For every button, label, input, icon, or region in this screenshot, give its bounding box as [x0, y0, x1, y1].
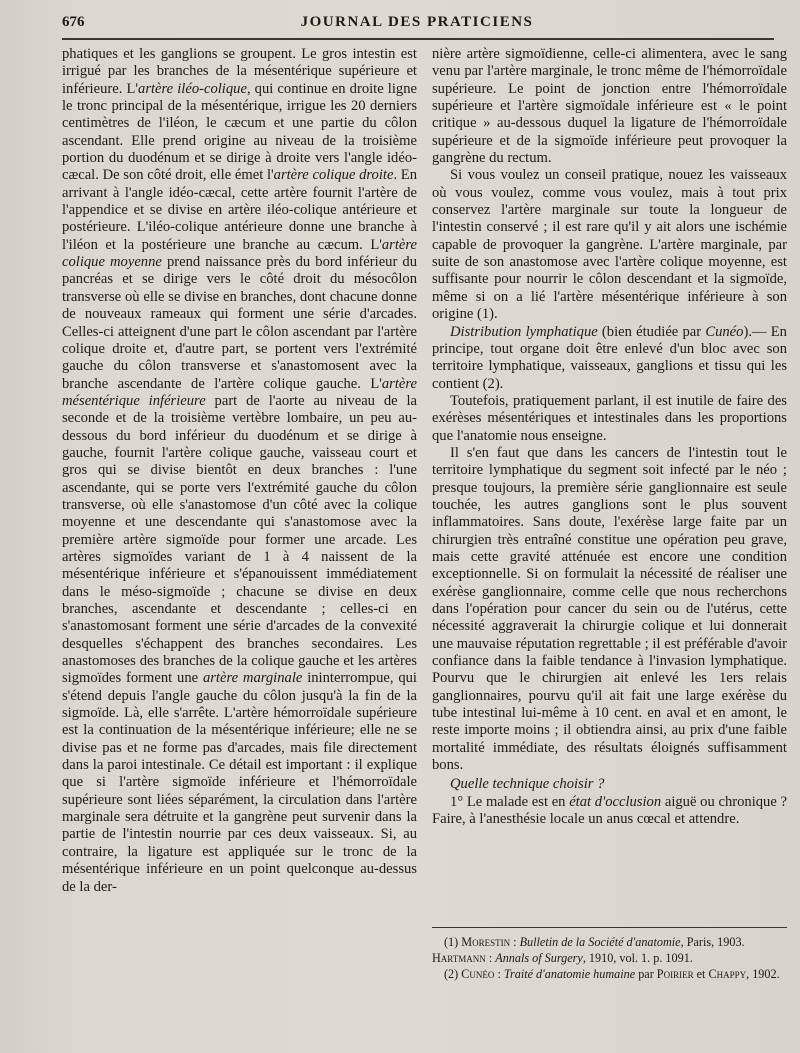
text-run: 1° Le malade est en — [450, 793, 570, 810]
right-column — [432, 46, 787, 828]
footnote-author: Cunéo — [461, 967, 495, 981]
page-number: 676 — [62, 14, 85, 30]
italic-term: artère mésentérique inférieure — [62, 375, 417, 409]
text-run: , qui continue en droite ligne le tronc principal de la mésentérique, irrigue les 20 derniers centimètres de l'iléon, le cæcum et une partie du côlon ascendant. Elle prend origine au niveau de la troisième portion du duodénum et se dirige à droite vers l'angle idéo-cæcal. De son côté droit, elle émet l' — [62, 80, 417, 184]
text-run: , 1902. — [746, 967, 780, 981]
text-run: aiguë ou chronique ? Faire, à l'anesthésie locale un anus cœcal et attendre. — [432, 793, 787, 828]
text-run: : — [485, 951, 496, 965]
paragraph-continuation: nière artère sigmoïdienne, celle-ci alimentera, avec le sang venu par l'artère marginale, le tronc même de l'hémorroïdale supérieure. Le point de jonction entre l'hémorroïdale supérieure et l'artère sigmoïdale inférieure est « le point critique » au-dessous duquel la ligature de l'hémorroïdale supérieure et de la sigmoïde inférieure peut provoquer la gangrène du rectum. — [432, 46, 787, 167]
footnote-number: (2) — [444, 967, 462, 981]
text-run: , Paris, 1903. — [680, 935, 745, 949]
italic-heading: Distribution lymphatique — [450, 323, 598, 340]
italic-term: artère marginale — [202, 670, 303, 687]
section-heading-technique — [432, 776, 787, 793]
paragraph-practical-advice: Si vous voulez un conseil pratique, nouez les vaisseaux où vous voulez, comme vous voulez, mais à tout prix conservez l'artère marginale sur toute la longueur de l'intestin conservé ; il est rare qu'il y ait alors une ischémie capable de provoquer la gangrène. L'artère marginale, par suite de son anastomose avec l'artère colique moyenne, est suffisante pour nourrir le côlon descendant et la sigmoïde, même si on a lié l'artère mésentérique inférieure à son origine (1). — [432, 167, 787, 323]
paragraph-arteries — [62, 46, 417, 896]
footnote-number: (1) — [444, 935, 462, 949]
text-run: part de l'aorte au niveau de la seconde et de la troisième vertèbre lombaire, un peu au-dessous du bord inférieur du duodénum et se dirige à gauche, fournit l'artère colique gauche, vaisseau court et gros qui se divise bientôt en deux branches : l'une ascendante, qui se porte vers l'extrémité gauche du côlon transverse, où elle s'anastomose d'un côté avec la colique moyenne et une descendante qui s'anastomose avec la première artère sigmoïde pour former une arcade. Les artères sigmoïdes variant de 1 à 4 naissent de la mésentérique inférieure et s'épanouissent immédiatement dans le méso-sigmoïde ; chacune se divise en deux branches, ascendante et descendante ; celles-ci en s'anastomosant forment une série d'arcades de la convexité desquelles s'échappent des branches secondaires. Les anastomoses des branches de la colique gauche et les artères sigmoïdes forment une — [62, 392, 417, 687]
paragraph-however: Toutefois, pratiquement parlant, il est inutile de faire des exérèses mésentériques et intestinales dans les proportions que l'anatomie nous enseigne. — [432, 392, 787, 444]
footnote-1-cont — [432, 950, 792, 966]
italic-term: artère colique droite — [273, 167, 394, 184]
footnote-title: Traité d'anatomie humaine — [503, 967, 636, 981]
running-title: JOURNAL DES PRATICIENS — [300, 14, 534, 30]
left-column — [62, 46, 417, 896]
text-run: par — [635, 967, 657, 981]
text-run: et — [693, 967, 709, 981]
text-run: : — [494, 967, 504, 981]
footnote-1 — [432, 934, 792, 950]
footnote-author: Poirier — [656, 967, 694, 981]
text-run: ).— En principe, tout organe doit être enlevé d'un bloc avec son territoire lymphatique, vaisseaux, ganglions et tissu qui les contient (2). — [432, 323, 787, 392]
text-run: (bien étudiée par — [597, 323, 706, 340]
footnotes — [432, 934, 792, 982]
italic-term: artère colique moyenne — [62, 236, 417, 271]
footnote-title: Annals of Surgery — [495, 951, 583, 965]
page-header — [62, 14, 772, 38]
footnote-author: Morestin — [461, 935, 511, 949]
text-run: , 1910, vol. 1. p. 1091. — [582, 951, 693, 965]
footnote-rule — [432, 927, 787, 928]
text-run: : — [510, 935, 520, 949]
text-run: prend naissance près du bord inférieur du pancréas et se dirige vers le côté droit du mésocôlon transverse où elle se divise en branches, dont chacune donne de nouveaux rameaux qui forment une série d'arcades. Celles-ci atteignent d'une part le côlon ascendant par l'artère colique droite et, d'autre part, se portent vers l'extrémité gauche du côlon transverse et s'anastomosent avec la branche ascendante de l'artère colique gauche. L' — [62, 254, 417, 392]
footnote-author: Chappy — [708, 967, 747, 981]
paragraph-cancers: Il s'en faut que dans les cancers de l'intestin tout le territoire lymphatique du segment soit infecté par le néo ; presque toujours, la première série ganglionnaire est seule touchée, les autres ganglions sont le plus souvent inflammatoires. Sans doute, l'exérèse large faite par un chirurgien très entraîné constitue une opération peu grave, mais cette gravité atténuée est encore une condition exceptionnelle. Si on formulait la nécessité de réaliser une exérèse ganglionnaire, comme celle que nous recherchons dans l'opération pour cancer du sein ou de l'utérus, cette nécessité aggraverait la chirurgie colique et lui donnerait une mauvaise réputation regrettable ; il est préférable d'avoir confiance dans la faible tendance à l'invasion lymphatique. Pourvu que le chirurgien ait enlevé les 1ers relais ganglionnaires, pourvu qu'il ait fait une large exérèse du tube intestinal lui-même à 10 cent. en aval et en amont, le reste importe moins ; il obtiendra ainsi, au prix d'une faible mortalité immédiate, des résultats éloignés suffisamment bons. — [432, 444, 787, 774]
header-rule — [62, 38, 774, 40]
italic-term: artère iléo-colique — [138, 80, 247, 97]
text-run: ininterrompue, qui s'étend depuis l'angle gauche du côlon jusqu'à la fin de la sigmoïde. Là, elle s'arrête. L'artère hémorroïdale supérieure est la continuation de la mésentérique inférieure; elle ne se divise pas et ne forme pas d'arcades, mais file directement dans la paroi intestinale. Ce détail est important : il explique que si l'artère sigmoïde inférieure et l'hémorroïdale supérieure sont liées séparément, la circulation dans l'artère marginale sera détruite et la gangrène peut survenir dans la partie de l'intestin nourrie par ces deux vaisseaux. Si, au contraire, la ligature est appliquée sur le tronc de la mésentérique inférieure en un point quelconque au-dessus de la der- — [62, 670, 417, 895]
paragraph-occlusion — [432, 794, 787, 829]
text-run: phatiques et les ganglions se groupent. Le gros intestin est irrigué par les branches de la mésentérique supérieure et inférieure. L' — [62, 46, 417, 97]
footnote-author: Hartmann — [432, 951, 486, 965]
text-run: . En arrivant à l'angle idéo-cæcal, cette artère fournit l'artère de l'appendice et se divise en artère iléo-colique antérieure et postérieure. L'iléo-colique antérieure donne une branche à l'iléon et la postérieure une branche au cæcum. L' — [62, 167, 418, 253]
italic-name: Cunéo — [705, 323, 744, 340]
paragraph-lymphatic — [432, 324, 787, 393]
footnote-2 — [432, 966, 792, 982]
italic-heading: Quelle technique choisir ? — [450, 776, 605, 793]
italic-term: état d'occlusion — [569, 793, 662, 810]
footnote-title: Bulletin de la Société d'anatomie — [519, 935, 681, 949]
